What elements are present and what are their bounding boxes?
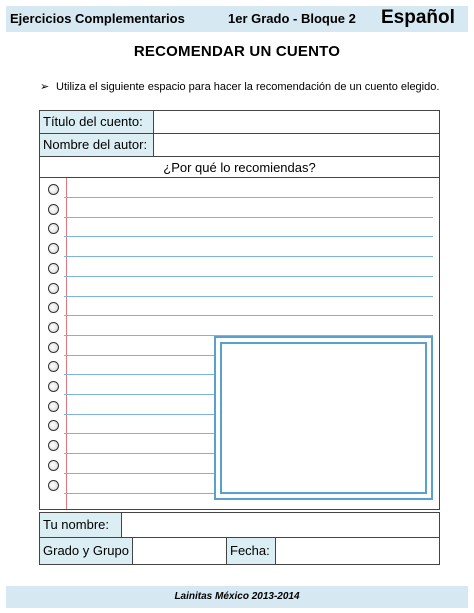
notebook-ruled-line bbox=[64, 315, 433, 316]
header-subject: Español bbox=[381, 7, 455, 28]
notebook-ring-icon bbox=[48, 440, 59, 451]
page-title: RECOMENDAR UN CUENTO bbox=[133, 43, 341, 60]
drawing-frame-inner bbox=[220, 342, 427, 494]
date-field[interactable] bbox=[275, 537, 440, 565]
student-name-label: Tu nombre: bbox=[39, 512, 122, 538]
notebook-ruled-line bbox=[64, 217, 433, 218]
footer-band: Lainitas México 2013-2014 bbox=[6, 586, 468, 608]
notebook-ruled-line bbox=[64, 296, 433, 297]
notebook-ring-icon bbox=[48, 342, 59, 353]
header-grade: 1er Grado - Bloque 2 bbox=[228, 11, 356, 26]
notebook-ring-icon bbox=[48, 361, 59, 372]
notebook-ring-icon bbox=[48, 223, 59, 234]
notebook-ring-icon bbox=[48, 283, 59, 294]
notebook-ruled-line bbox=[64, 236, 433, 237]
drawing-frame[interactable] bbox=[214, 336, 433, 500]
header-title: Ejercicios Complementarios bbox=[10, 11, 185, 26]
notebook-ring-icon bbox=[48, 480, 59, 491]
story-title-label: Título del cuento: bbox=[39, 110, 154, 134]
date-label: Fecha: bbox=[226, 537, 276, 565]
notebook-ring-icon bbox=[48, 420, 59, 431]
notebook-ring-icon bbox=[48, 401, 59, 412]
notebook-ring-icon bbox=[48, 322, 59, 333]
notebook-ring-icon bbox=[48, 243, 59, 254]
author-field[interactable] bbox=[153, 133, 440, 157]
arrow-bullet-icon: ➢ bbox=[40, 81, 50, 93]
notebook-ring-icon bbox=[48, 263, 59, 274]
instruction-text: Utiliza el siguiente espacio para hacer la recomendación de un cuento elegido. bbox=[56, 81, 440, 93]
instruction bbox=[40, 80, 439, 93]
notebook-ring-icon bbox=[48, 381, 59, 392]
notebook-ring-icon bbox=[48, 184, 59, 195]
grade-group-label: Grado y Grupo bbox=[39, 537, 133, 565]
notebook-ring-icon bbox=[48, 204, 59, 215]
author-label: Nombre del autor: bbox=[39, 133, 154, 157]
notebook-ruled-line bbox=[64, 256, 433, 257]
notebook-ring-icon bbox=[48, 460, 59, 471]
header-band bbox=[6, 6, 468, 32]
student-name-field[interactable] bbox=[121, 512, 440, 538]
question-text: ¿Por qué lo recomiendas? bbox=[163, 160, 316, 175]
notebook-margin-line bbox=[66, 178, 67, 509]
notebook-ruled-line bbox=[64, 197, 433, 198]
notebook-ring-icon bbox=[48, 302, 59, 313]
notebook-ruled-line bbox=[64, 276, 433, 277]
grade-group-field[interactable] bbox=[132, 537, 227, 565]
story-title-field[interactable] bbox=[153, 110, 440, 134]
